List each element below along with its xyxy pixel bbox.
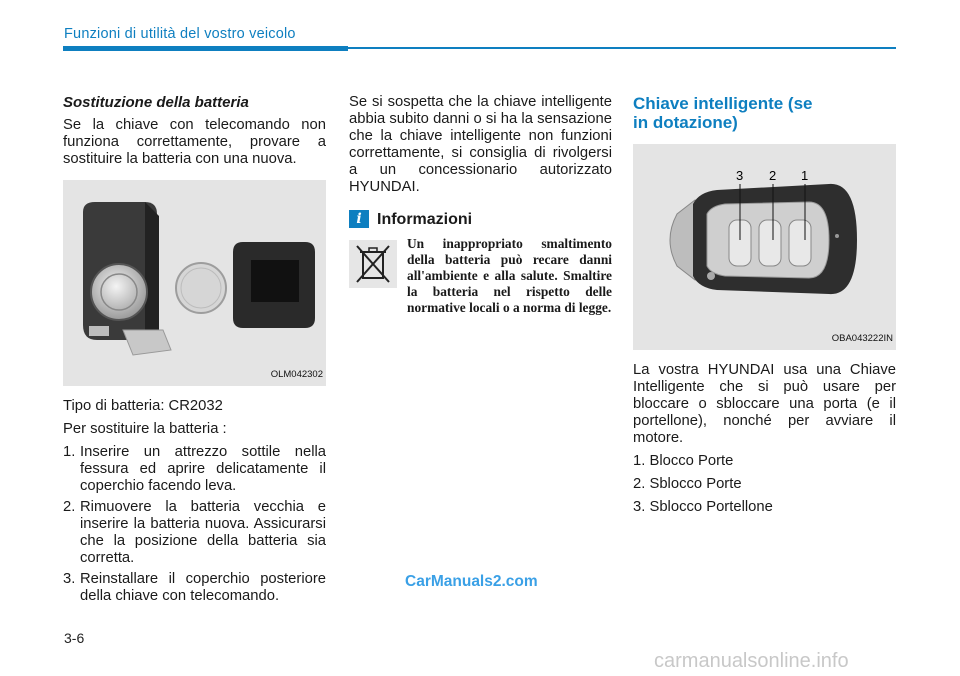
column-smart-key-warning [349,94,612,316]
battery-heading: Sostituzione della batteria [63,94,249,111]
damage-advice: Se si sospetta che la chiave intelligente abbia subito danni o si ha la sensazione che la chiave intelligente non funzioni correttamente, si consiglia di rivolgersi a un concessionario autorizzato HYUNDAI. [349,94,612,195]
smart-key-illustration [633,144,896,350]
header-rule-thick [63,46,348,51]
column-battery-replacement [63,94,326,609]
list-item: 1. Blocco Porte [633,453,734,469]
list-item: 1. Inserire un attrezzo sottile nella fessura ed aprire delicatamente il coperchio facendo leva. [63,444,326,494]
callout-1: 1 [801,168,809,183]
header-rule-thin [348,47,896,49]
list-item: 3. Reinstallare il coperchio posteriore della chiave con telecomando. [63,571,326,604]
info-icon: i [349,210,369,228]
figure-code: OLM042302 [270,369,323,380]
battery-intro: Se la chiave con telecomando non funziona correttamente, provare a sostituire la batteria con una nuova. [63,117,326,167]
opened-key-illustration [63,180,326,386]
battery-type: Tipo di batteria: CR2032 [63,398,223,414]
watermark-top: CarManuals2.com [405,573,538,590]
column-smart-key [633,94,896,522]
smart-key-heading: Chiave intelligente (se in dotazione) [633,94,813,132]
list-item: 3. Sblocco Portellone [633,499,773,515]
key-battery-figure [63,180,326,386]
callout-2: 2 [769,168,777,183]
info-text: Un inappropriato smaltimento della batteria può recare danni all'ambiente e alla salute. Smaltire la batteria nel rispetto delle normative locali o a norma di legge. [407,236,612,315]
callout-3: 3 [736,168,744,183]
steps-intro: Per sostituire la batteria : [63,421,227,437]
smart-key-figure [633,144,896,350]
crossed-bin-icon [349,240,397,288]
smart-key-description: La vostra HYUNDAI usa una Chiave Intelligente che si può usare per bloccare o sbloccare una porta (e il portellone), nonché per avviare il motore. [633,362,896,446]
replacement-steps [63,444,326,605]
section-title: Funzioni di utilità del vostro veicolo [64,26,296,42]
info-heading [349,210,612,228]
list-item: 2. Rimuovere la batteria vecchia e inserire la batteria nuova. Assicurarsi che la posizione della batteria sia corretta. [63,499,326,566]
figure-code: OBA043222IN [831,333,893,344]
info-box [349,236,612,316]
list-item: 2. Sblocco Porte [633,476,742,492]
page-number: 3-6 [64,630,85,646]
watermark-bottom: carmanualsonline.info [654,650,849,672]
info-title: Informazioni [377,210,473,228]
